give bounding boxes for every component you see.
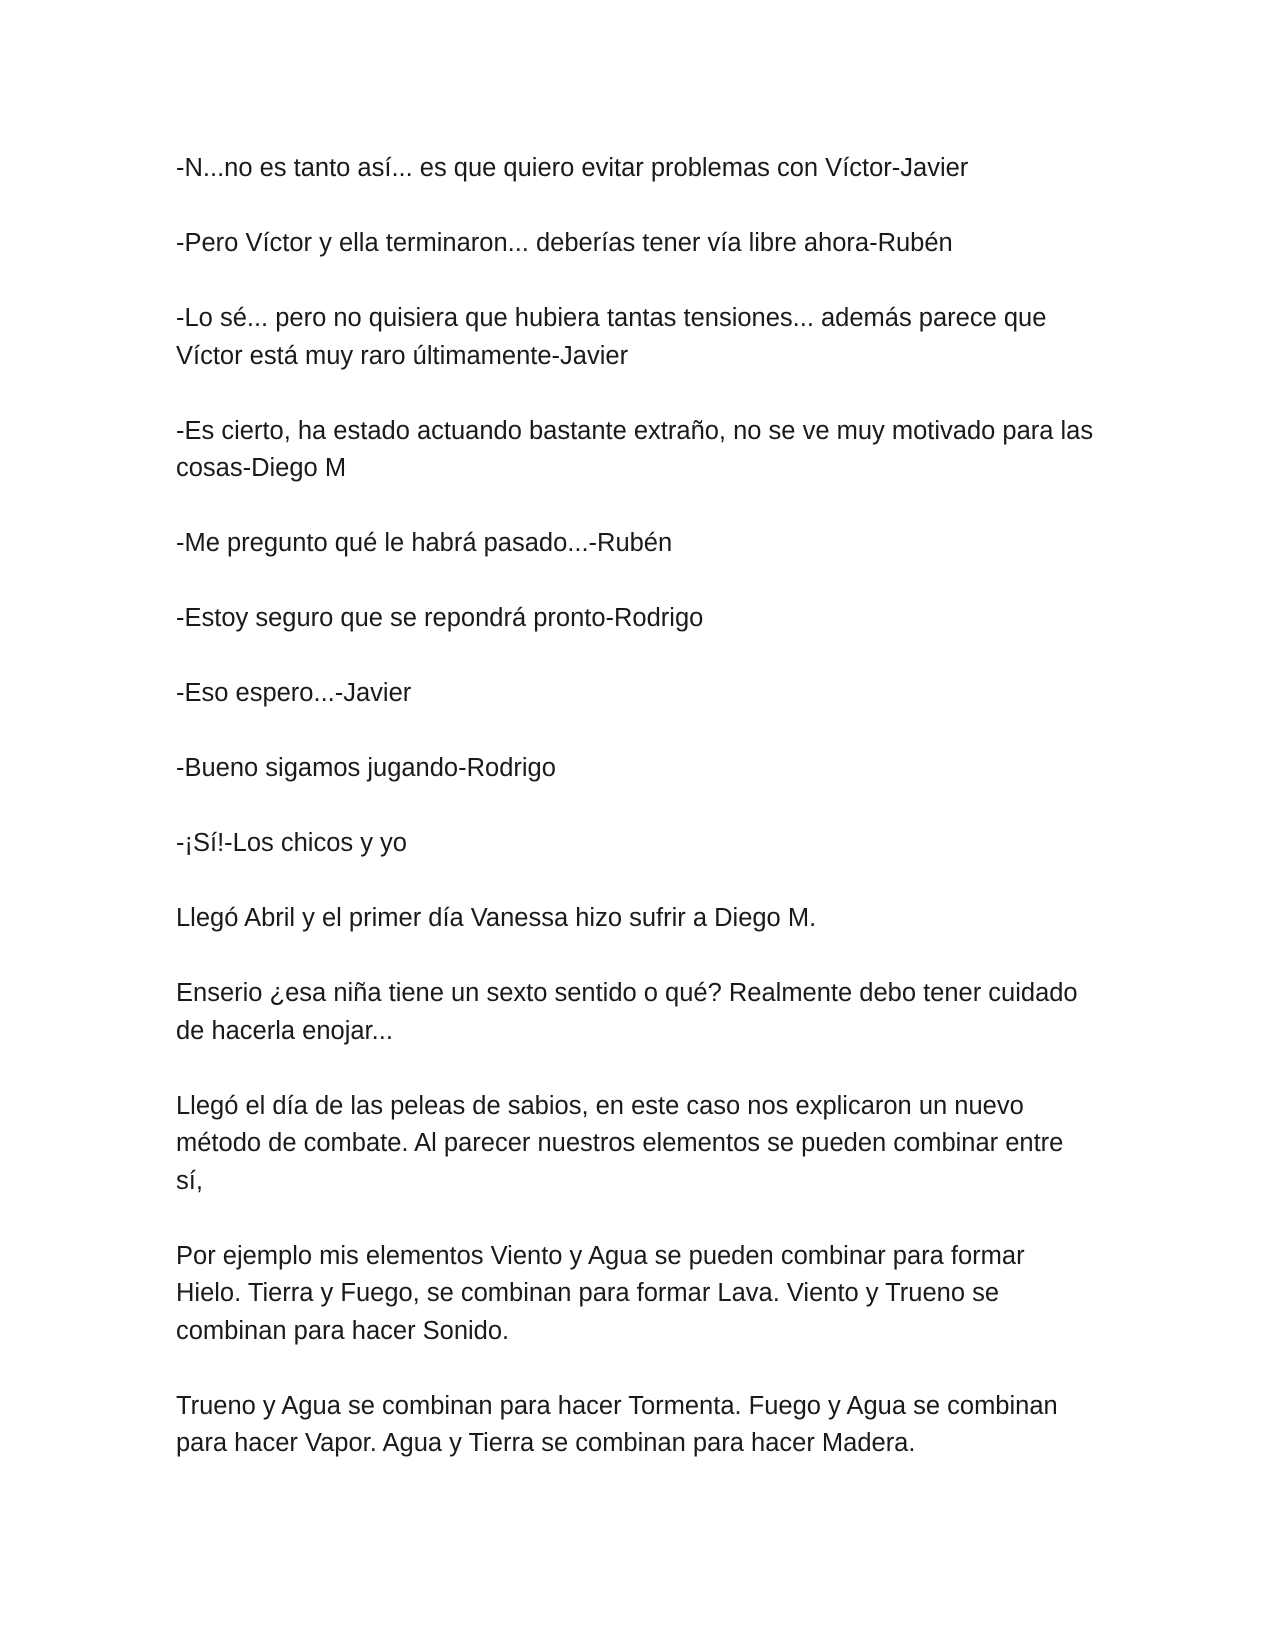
paragraph: Trueno y Agua se combinan para hacer Tormenta. Fuego y Agua se combinan para hacer Vapor. Agua y Tierra se combinan para hacer Madera. — [176, 1391, 1058, 1457]
paragraph: -Me pregunto qué le habrá pasado...-Rubén — [176, 529, 673, 557]
paragraph: Enserio ¿esa niña tiene un sexto sentido o qué? Realmente debo tener cuidado de hacerla enojar... — [176, 979, 1078, 1045]
paragraph: -Eso espero...-Javier — [176, 679, 412, 707]
paragraph: -Estoy seguro que se repondrá pronto-Rodrigo — [176, 604, 704, 632]
paragraph: -¡Sí!-Los chicos y yo — [176, 829, 407, 857]
paragraph: Llegó el día de las peleas de sabios, en este caso nos explicaron un nuevo método de combate. Al parecer nuestros elementos se pueden combinar entre sí, — [176, 1091, 1064, 1195]
document-body — [176, 150, 1096, 1500]
paragraph: -Es cierto, ha estado actuando bastante extraño, no se ve muy motivado para las cosas-Diego M — [176, 416, 1094, 482]
paragraph: -Lo sé... pero no quisiera que hubiera tantas tensiones... además parece que Víctor está muy raro últimamente-Javier — [176, 304, 1047, 370]
paragraph: -Bueno sigamos jugando-Rodrigo — [176, 754, 556, 782]
paragraph: -N...no es tanto así... es que quiero evitar problemas con Víctor-Javier — [176, 154, 969, 182]
paragraph: Llegó Abril y el primer día Vanessa hizo sufrir a Diego M. — [176, 904, 817, 932]
paragraph: Por ejemplo mis elementos Viento y Agua se pueden combinar para formar Hielo. Tierra y Fuego, se combinan para formar Lava. Viento y Trueno se combinan para hacer Sonido. — [176, 1241, 1025, 1345]
paragraph: -Pero Víctor y ella terminaron... deberías tener vía libre ahora-Rubén — [176, 229, 953, 257]
